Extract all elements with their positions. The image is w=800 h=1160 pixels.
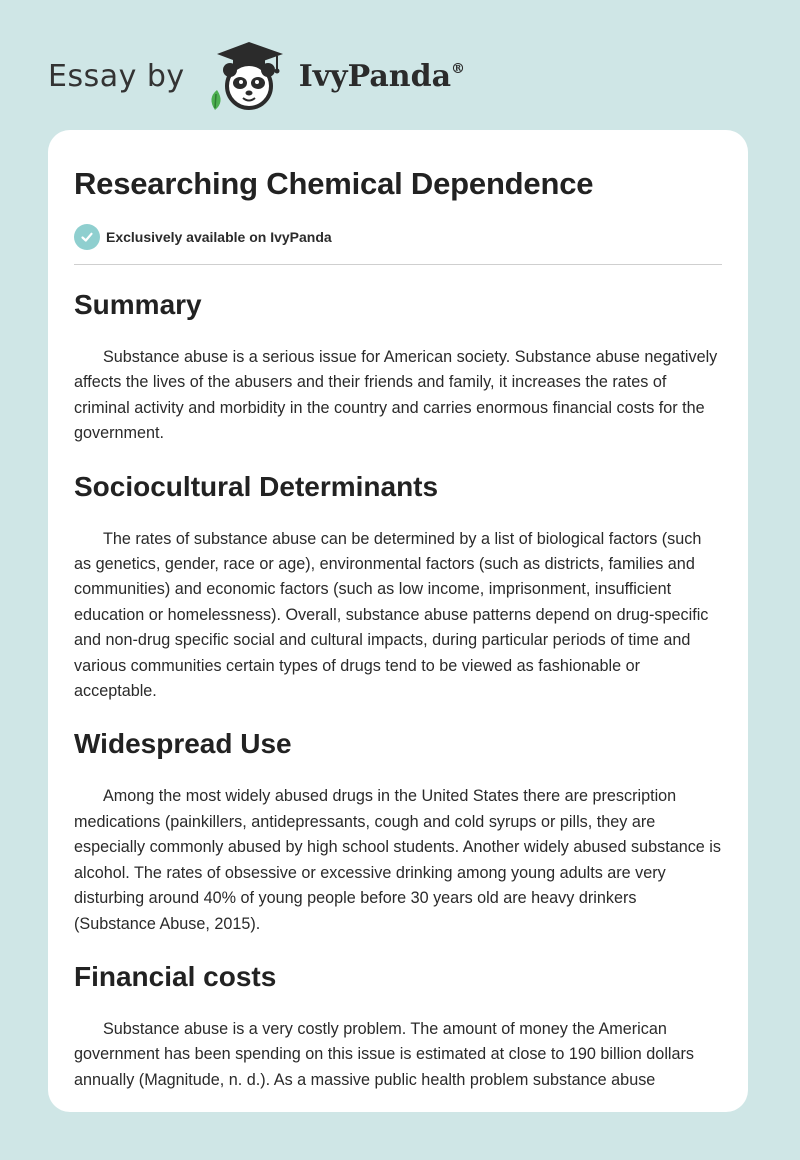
section-paragraph: Substance abuse is a serious issue for American society. Substance abuse negatively affects the lives of the abusers and their friends and family, it increases the rates of criminal activity and morbidity in the country and carries enormous financial costs for the government. bbox=[74, 348, 718, 443]
check-icon bbox=[74, 224, 100, 250]
exclusive-label: Exclusively available on IvyPanda bbox=[106, 229, 332, 245]
section-paragraph: The rates of substance abuse can be determined by a list of biological factors (such as genetics, gender, race or age), environmental factors (such as districts, families and communities) and economic factors (such as low income, imprisonment, insufficient education or homelessness). Overall, substance abuse patterns depend on drug-specific and non-drug specific social and cultural impacts, during particular periods of time and various communities certain types of drugs tend to be viewed as fashionable or acceptable. bbox=[74, 529, 709, 701]
page-title: Researching Chemical Dependence bbox=[74, 166, 594, 201]
brand-name: IvyPanda® bbox=[298, 58, 466, 94]
section-widespread-use bbox=[74, 728, 722, 936]
section-summary bbox=[74, 289, 722, 447]
site-header bbox=[48, 36, 465, 116]
section-sociocultural-determinants bbox=[74, 471, 722, 705]
ivypanda-logo[interactable] bbox=[203, 36, 465, 116]
section-heading: Summary bbox=[74, 289, 202, 320]
section-heading: Sociocultural Determinants bbox=[74, 470, 439, 502]
registered-mark: ® bbox=[451, 60, 466, 77]
section-financial-costs bbox=[74, 961, 722, 1093]
section-heading: Financial costs bbox=[74, 960, 277, 992]
section-heading: Widespread Use bbox=[74, 728, 292, 760]
essay-card bbox=[48, 130, 748, 1112]
panda-graduate-icon bbox=[203, 36, 291, 116]
section-paragraph: Substance abuse is a very costly problem. The amount of money the American government has been spending on this issue is estimated at close to 190 billion dollars annually (Magnitude, n. d.). As a massive public health problem substance abuse bbox=[74, 1019, 694, 1089]
essay-by-label: Essay by bbox=[48, 58, 185, 94]
section-paragraph: Among the most widely abused drugs in the United States there are prescription medications (painkillers, antidepressants, cough and cold syrups or pills, they are especially commonly abused by high school students. Another widely abused substance is alcohol. The rates of obsessive or excessive drinking among young adults are very disturbing around 40% of young people before 30 years old are heavy drinkers (Substance Abuse, 2015). bbox=[74, 787, 721, 933]
exclusive-badge bbox=[74, 224, 722, 265]
